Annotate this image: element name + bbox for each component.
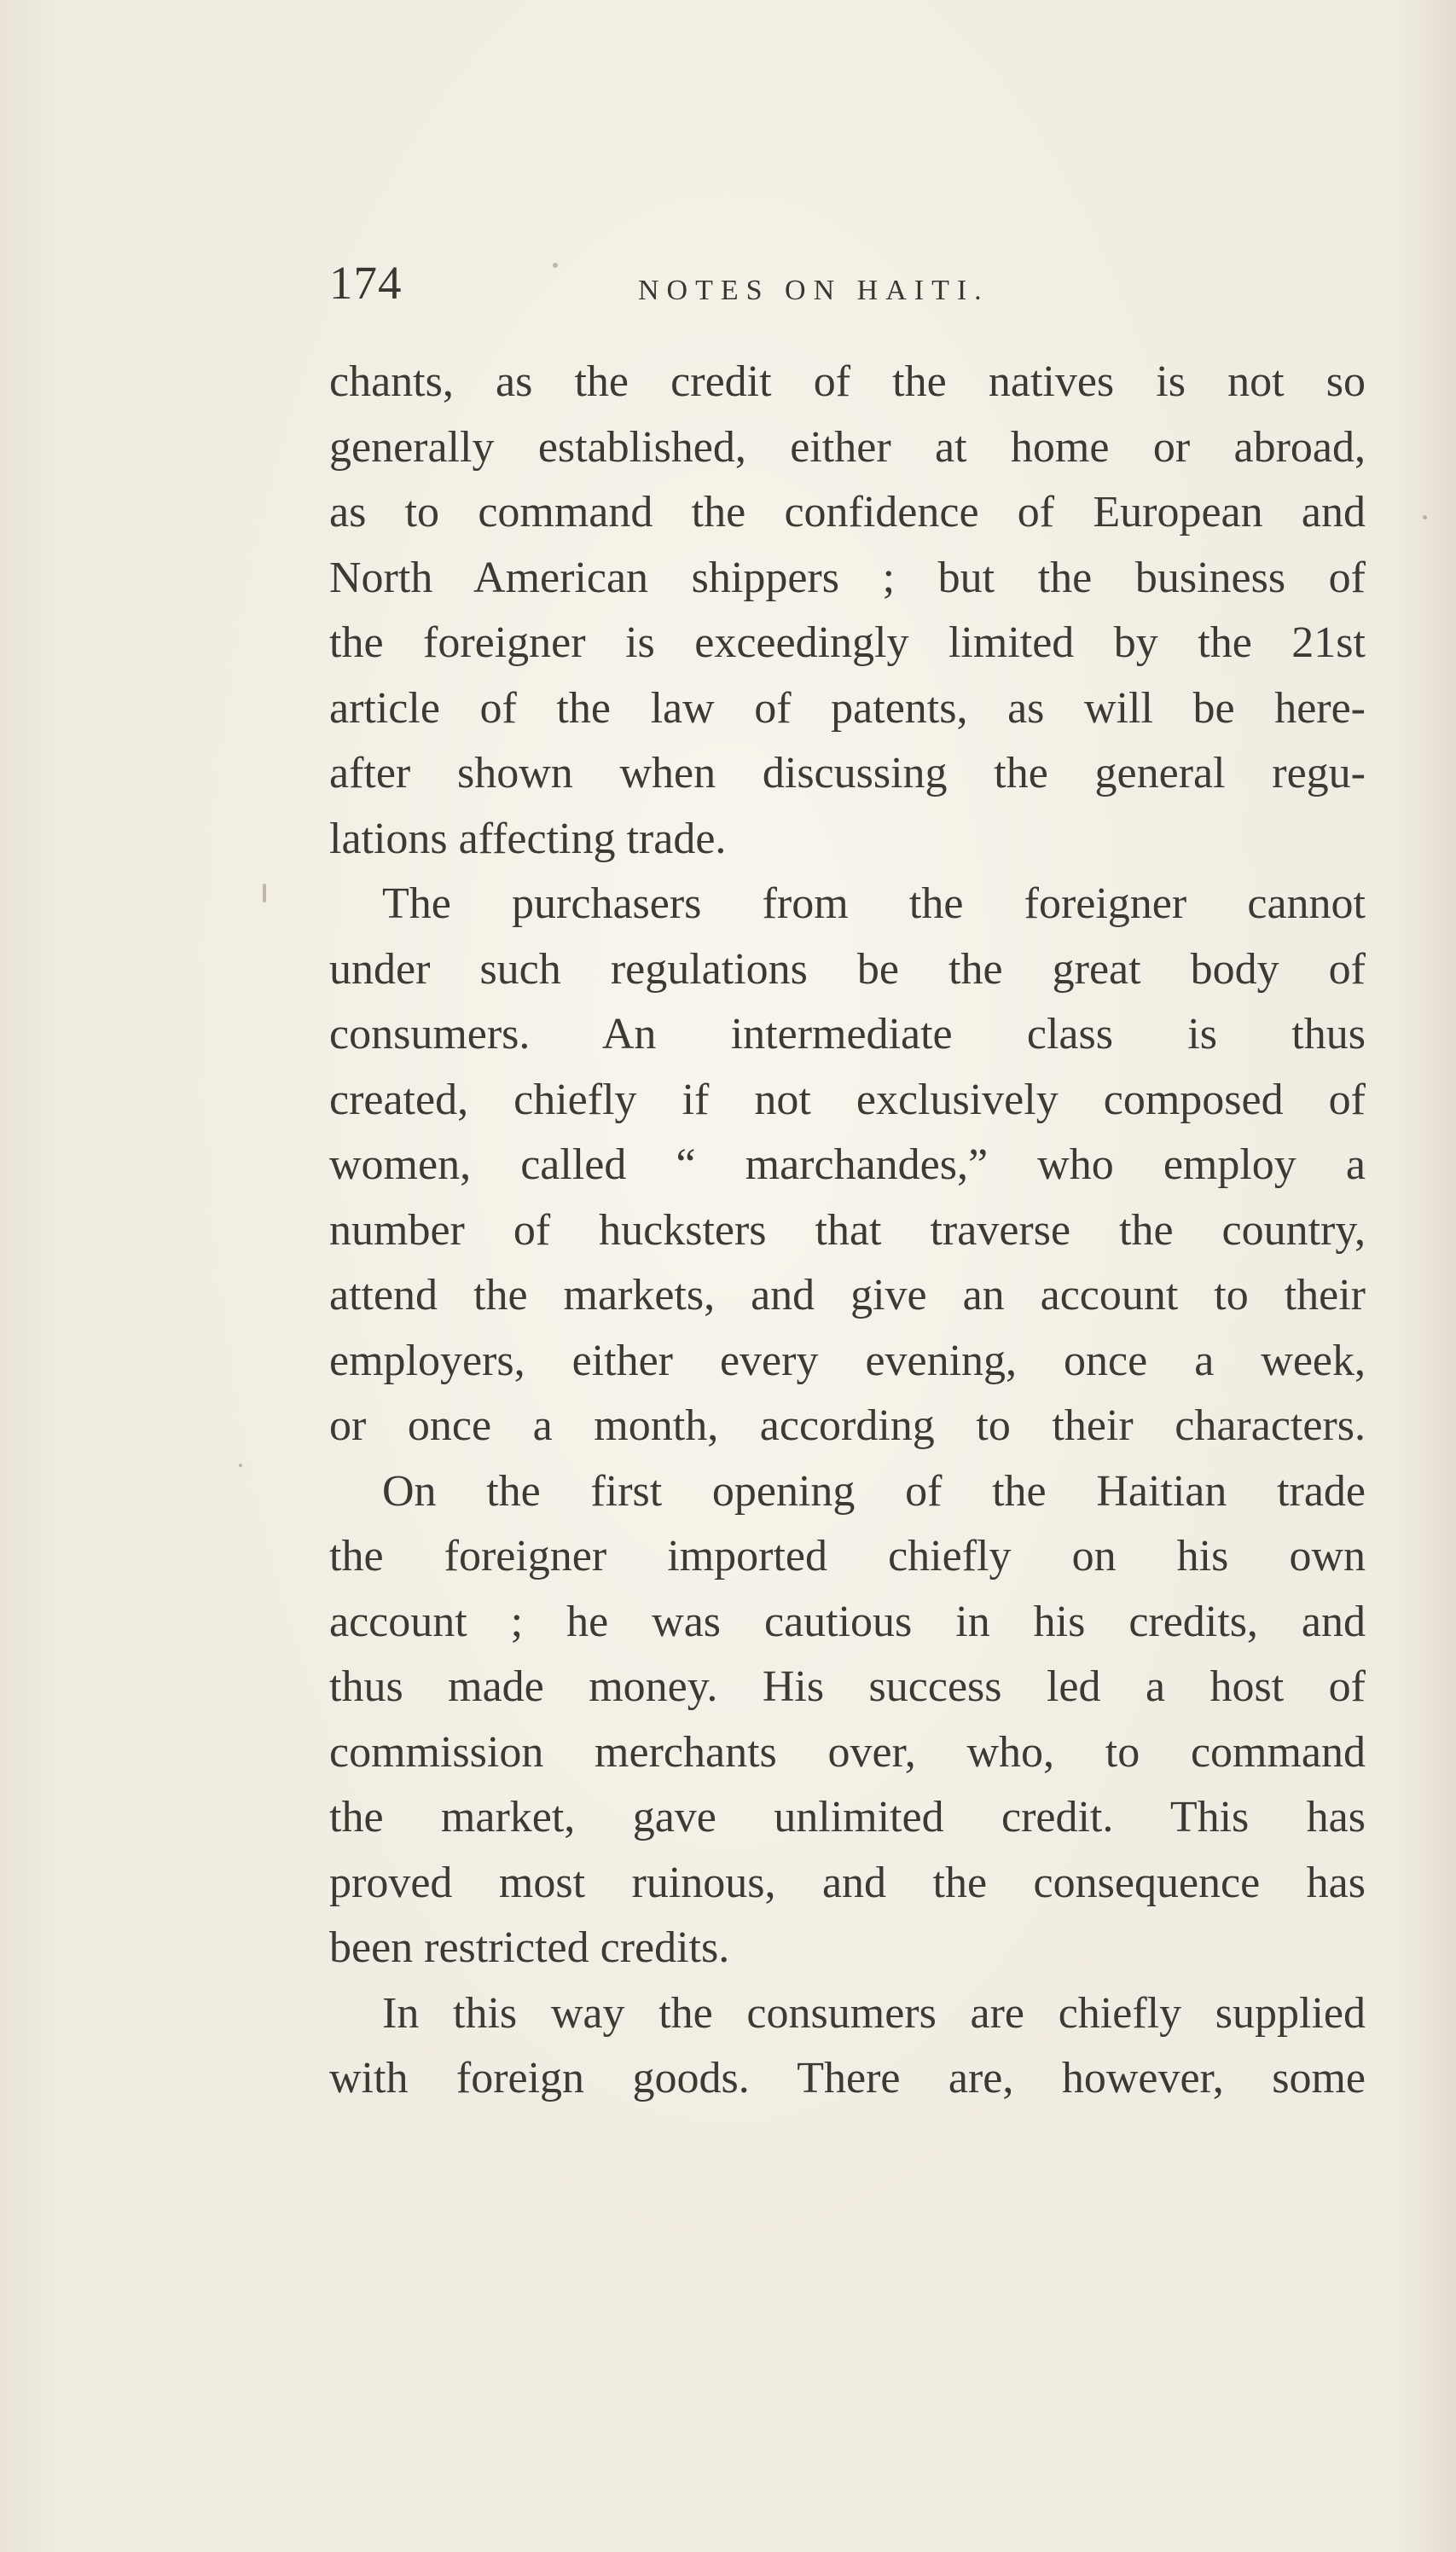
- text-line: On the first opening of the Haitian trade: [382, 1466, 1366, 1516]
- paper-speck: [239, 1464, 242, 1467]
- text-line: with foreign goods. There are, however, some: [329, 2054, 1366, 2102]
- text-line: the foreigner imported chiefly on his own: [329, 1532, 1366, 1580]
- text-line: In this way the consumers are chiefly supplied: [382, 1988, 1366, 2038]
- paper-speck: [263, 884, 266, 902]
- text-line: been restricted credits.: [329, 1923, 730, 1972]
- text-line: commission merchants over, who, to command: [329, 1727, 1366, 1777]
- text-line: The purchasers from the foreigner cannot: [382, 879, 1366, 928]
- paper-speck: [553, 263, 558, 268]
- text-line: the foreigner is exceedingly limited by the 21st: [329, 618, 1366, 667]
- text-line: generally established, either at home or abroad,: [329, 422, 1366, 472]
- text-line: after shown when discussing the general regu-: [329, 749, 1366, 798]
- text-line: or once a month, according to their characters.: [329, 1401, 1366, 1450]
- running-title: NOTES ON HAITI.: [638, 275, 989, 306]
- text-line: employers, either every evening, once a week,: [329, 1336, 1366, 1385]
- text-line: attend the markets, and give an account to their: [329, 1271, 1366, 1320]
- text-line: account ; he was cautious in his credits, and: [329, 1597, 1366, 1646]
- body-text: [329, 350, 1366, 2112]
- text-line: number of hucksters that traverse the country,: [329, 1205, 1366, 1255]
- text-line: North American shippers ; but the business of: [329, 553, 1366, 602]
- text-line: article of the law of patents, as will be here-: [329, 683, 1366, 733]
- text-line: women, called “ marchandes,” who employ a: [329, 1140, 1366, 1189]
- page-header: [329, 256, 1366, 324]
- page-number: 174: [329, 257, 403, 309]
- text-line: the market, gave unlimited credit. This has: [329, 1793, 1366, 1842]
- text-line: chants, as the credit of the natives is not so: [329, 357, 1366, 406]
- text-line: created, chiefly if not exclusively composed of: [329, 1075, 1366, 1124]
- text-line: as to command the confidence of European and: [329, 488, 1366, 536]
- text-line: proved most ruinous, and the consequence has: [329, 1858, 1366, 1907]
- text-line: thus made money. His success led a host of: [329, 1662, 1366, 1711]
- text-line: under such regulations be the great body of: [329, 944, 1366, 994]
- paper-speck: [1423, 515, 1427, 519]
- text-line: consumers. An intermediate class is thus: [329, 1010, 1366, 1058]
- text-line: lations affecting trade.: [329, 814, 727, 863]
